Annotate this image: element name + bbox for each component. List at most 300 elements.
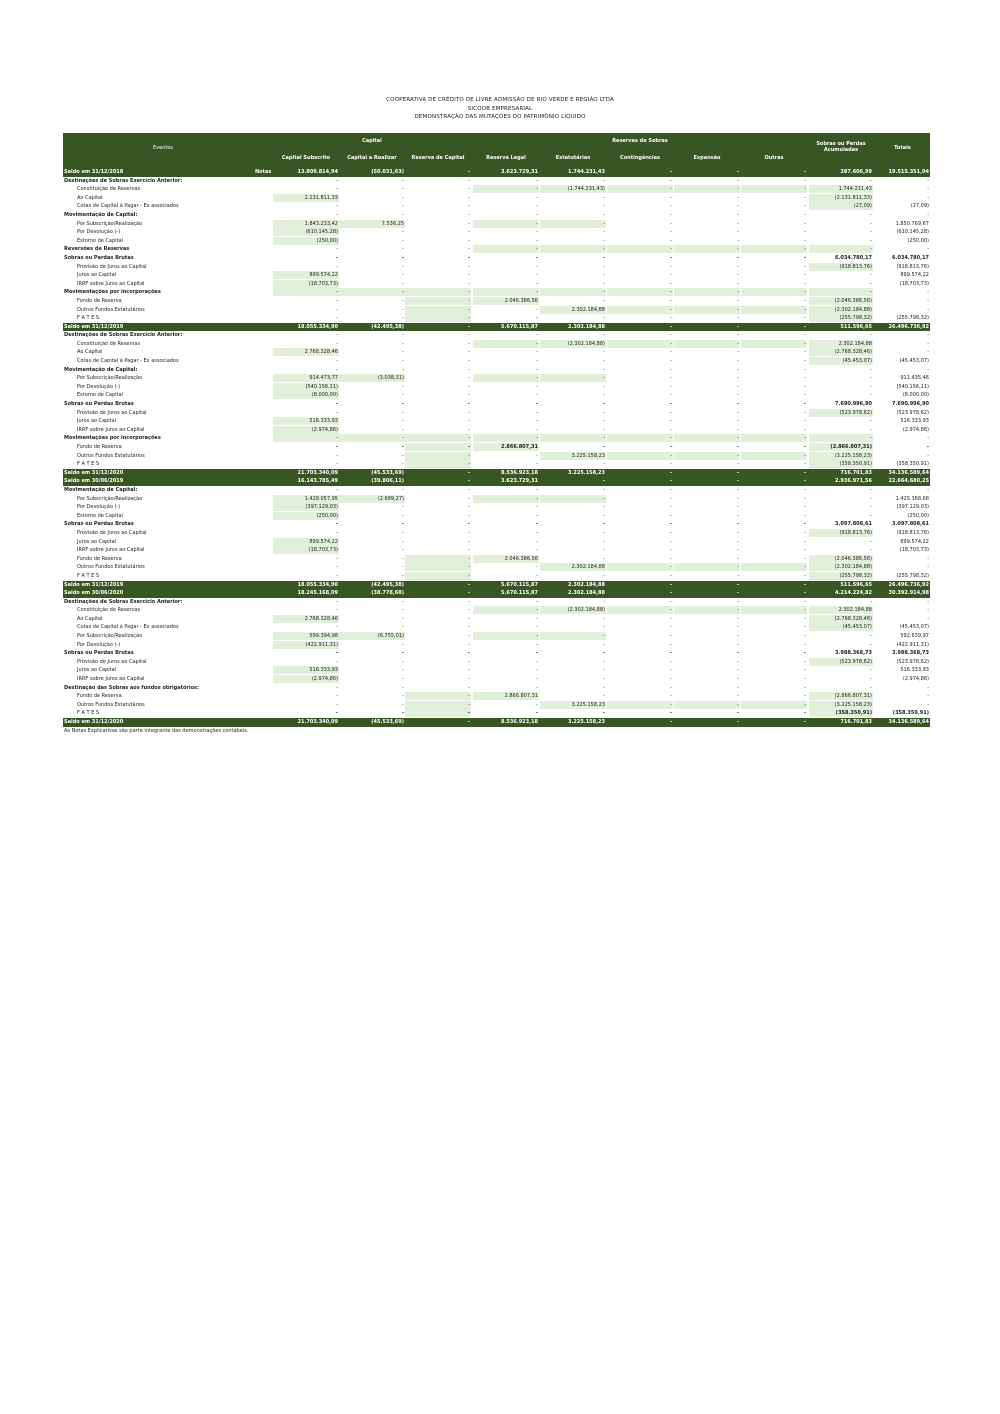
cell-reserva-legal: - [536,624,538,631]
cell-capital-subscrito: (18.703,73) [273,280,339,288]
cell-capital-subscrito: - [336,684,338,691]
cell-totais: 26.496.736,92 [888,323,929,330]
cell-expansao: - [737,426,739,433]
row-label: Saldo em 30/06/2020 [64,590,124,597]
cell-capital-subscrito: - [336,263,338,270]
cell-capital-a-realizar: - [401,710,404,717]
cell-expansao: - [737,272,739,279]
cell-expansao: - [737,693,739,700]
cell-contingencias: - [670,426,672,433]
cell-capital-a-realizar: - [402,426,404,433]
row-label: Estorno de Capital [77,512,123,519]
cell-expansao: - [737,237,739,244]
cell-capital-a-realizar: - [401,521,404,528]
cell-reserva-de-capital: - [468,211,470,218]
cell-reserva-de-capital: - [468,392,470,399]
cell-reserva-legal: - [536,684,538,691]
cell-reserva-legal: - [536,332,538,339]
cell-capital-a-realizar: (45.533,69) [371,719,404,725]
cell-estatutarias: - [603,297,605,304]
cell-outras: - [741,340,807,348]
cell-contingencias: - [670,633,672,640]
cell-capital-subscrito: (422.911,31) [273,641,339,649]
table-row [63,555,930,564]
cell-capital-subscrito: 21.703.340,09 [297,469,338,476]
cell-capital-a-realizar: (45.533,69) [371,469,404,476]
cell-estatutarias: - [540,374,606,382]
cell-sobras-acumuladas: 2.302.184,88 [809,606,873,614]
cell-totais: 3.988.368,73 [891,650,929,657]
header-reservas-group: Reservas de Sobras [612,138,668,144]
cell-expansao: - [737,229,739,236]
cell-reserva-de-capital: - [468,615,470,622]
cell-reserva-de-capital: - [405,452,471,460]
cell-expansao: - [737,615,739,622]
cell-totais: (358.350,91) [892,710,929,717]
cell-reserva-legal: - [536,547,538,554]
cell-outras: - [804,598,806,605]
header-estatutarias: Estatutárias [555,155,591,161]
cell-capital-subscrito: - [336,358,338,365]
cell-totais: - [927,684,929,691]
row-label: Fundo de Reserva [77,693,122,700]
table-row [63,495,930,504]
cell-capital-a-realizar: - [339,288,405,296]
table-row [63,503,930,512]
table-row [63,357,930,366]
cell-sobras-acumuladas: - [870,641,872,648]
cell-sobras-acumuladas: - [870,504,872,511]
cell-capital-a-realizar: - [401,650,404,657]
cell-contingencias: - [669,444,672,450]
cell-sobras-acumuladas: - [870,684,872,691]
cell-outras: - [741,606,807,614]
cell-outras: - [803,521,806,528]
table-row [63,538,930,547]
row-label: Por Subscrição/Realização [77,375,143,382]
cell-totais: - [927,598,929,605]
cell-estatutarias: - [540,245,606,253]
cell-sobras-acumuladas: - [870,598,872,605]
cell-reserva-de-capital: - [468,237,470,244]
cell-contingencias: - [669,581,672,588]
row-label: Constituição de Reservas [77,340,141,347]
cell-totais: (358.350,91) [896,461,929,468]
cell-contingencias: - [670,194,672,201]
cell-capital-a-realizar: (42.495,38) [371,581,404,588]
cell-sobras-acumuladas: 2.936.971,56 [834,478,872,485]
cell-capital-a-realizar: - [402,693,404,700]
balance-row [63,589,930,598]
cell-capital-a-realizar: - [402,229,404,236]
cell-totais: - [927,306,929,313]
cell-estatutarias: 3.225.158,23 [540,701,606,709]
table-row [63,185,930,194]
cell-capital-a-realizar: (2.689,27) [339,495,405,503]
cell-reserva-legal: - [536,263,538,270]
cell-reserva-de-capital: - [468,229,470,236]
cell-contingencias: - [670,512,672,519]
row-label: Sobras ou Perdas Brutas [64,650,134,657]
cell-sobras-acumuladas: (45.453,07) [809,623,873,631]
section-row [63,598,930,607]
cell-expansao: - [737,641,739,648]
document-header [0,96,1000,122]
cell-reserva-de-capital: - [468,607,470,614]
cell-estatutarias: - [602,444,605,450]
cell-reserva-legal: - [473,606,539,614]
cell-sobras-acumuladas: (918.813,76) [809,263,873,271]
cell-contingencias: - [670,297,672,304]
cell-capital-subscrito: 2.768.328,46 [273,348,339,356]
cell-sobras-acumuladas: (2.131.811,33) [809,194,873,202]
cell-contingencias: - [670,263,672,270]
cell-capital-a-realizar: - [402,177,404,184]
cell-outras: - [741,245,807,253]
row-label: Por Subscrição/Realização [77,633,143,640]
cell-expansao: - [736,254,739,261]
cell-expansao: - [736,581,739,588]
cell-expansao: - [674,606,740,614]
cell-outras: - [804,547,806,554]
cell-contingencias: - [670,555,672,562]
section-row [63,400,930,409]
cell-capital-a-realizar: - [402,246,404,253]
table-body [63,168,930,727]
header-eventos: Eventos [153,145,173,151]
cell-capital-a-realizar: - [402,684,404,691]
table-row [63,280,930,289]
row-label: Destinação das Sobras aos fundos obrigatórios: [64,684,200,691]
cell-outras: - [741,563,807,571]
cell-reserva-legal: - [536,512,538,519]
cell-estatutarias: - [602,401,605,408]
cell-expansao: - [736,719,739,725]
cell-outras: - [804,220,806,227]
cell-totais: 911.435,46 [900,375,929,382]
row-label: Ao Capital [77,194,103,201]
table-row [63,563,930,572]
cell-sobras-acumuladas: 511.596,65 [840,581,872,588]
cell-totais: - [927,332,929,339]
cell-contingencias: - [607,340,673,348]
cell-expansao: - [737,194,739,201]
table-row [63,348,930,357]
cell-sobras-acumuladas: 3.988.368,73 [834,650,872,657]
cell-estatutarias: - [603,237,605,244]
row-label: Ao Capital [77,349,103,356]
cell-capital-subscrito: 21.703.340,09 [297,719,338,725]
cell-outras: - [804,177,806,184]
cell-outras: - [804,194,806,201]
cell-totais: (523.978,62) [896,658,929,665]
cell-outras: - [803,254,806,261]
cell-reserva-de-capital: - [468,529,470,536]
cell-outras: - [804,409,806,416]
cell-totais: (918.813,76) [896,529,929,536]
cell-reserva-legal: - [536,315,538,322]
cell-totais: (2.974,86) [902,426,929,433]
cell-estatutarias: - [603,211,605,218]
cell-estatutarias: - [603,426,605,433]
cell-reserva-legal: - [535,650,538,657]
cell-reserva-legal: - [536,426,538,433]
cell-outras: - [803,169,806,175]
cell-estatutarias: - [603,280,605,287]
cell-contingencias: - [670,572,672,579]
cell-sobras-acumuladas: - [870,280,872,287]
row-label: Por Subscrição/Realização [77,495,143,502]
cell-reserva-legal: - [535,710,538,717]
section-row [63,245,930,254]
row-label: Saldo em 31/12/2019 [64,581,124,588]
table-row [63,194,930,203]
cell-sobras-acumuladas: - [870,332,872,339]
cell-expansao: - [736,169,739,175]
cell-sobras-acumuladas: 7.690.996,90 [834,401,872,408]
cell-capital-subscrito: (2.974,86) [273,426,339,434]
cell-sobras-acumuladas: 4.214.224,82 [834,590,872,597]
cell-totais: (397.129,03) [896,504,929,511]
cell-capital-subscrito: 18.055.334,90 [297,581,338,588]
cell-contingencias: - [670,409,672,416]
cell-reserva-legal: - [536,203,538,210]
table-row [63,529,930,538]
cell-capital-subscrito: 2.768.328,46 [273,615,339,623]
cell-totais: 34.136.589,64 [888,719,929,725]
cell-sobras-acumuladas: - [870,177,872,184]
cell-expansao: - [674,340,740,348]
cell-totais: - [927,615,929,622]
cell-capital-subscrito: (250,00) [273,237,339,245]
cell-reserva-legal: - [473,220,539,228]
row-label: F A T E S [77,572,100,579]
cell-capital-a-realizar: - [402,392,404,399]
cell-reserva-de-capital: - [468,409,470,416]
cell-expansao: - [737,177,739,184]
cell-contingencias: - [670,177,672,184]
cell-capital-a-realizar: - [401,401,404,408]
cell-capital-subscrito: 18.245.168,09 [297,590,338,597]
balance-row [63,469,930,478]
row-label: Juros ao Capital [77,418,117,425]
cell-estatutarias: - [602,650,605,657]
cell-reserva-legal: - [536,504,538,511]
cell-outras: - [803,469,806,476]
section-row [63,254,930,263]
cell-capital-a-realizar: - [402,452,404,459]
cell-totais: (255.798,32) [896,315,929,322]
cell-reserva-legal: 2.046.386,56 [473,555,539,563]
row-label: Fundo de Reserva [77,297,122,304]
cell-estatutarias: - [603,572,605,579]
cell-expansao: - [674,563,740,571]
cell-totais: (27,09) [910,203,929,210]
cell-totais: - [927,452,929,459]
cell-reserva-de-capital: - [468,512,470,519]
cell-contingencias: - [670,418,672,425]
cell-capital-subscrito: - [336,177,338,184]
cell-sobras-acumuladas: (2.866.807,31) [809,443,873,451]
cell-expansao: - [737,495,739,502]
cell-outras: - [804,624,806,631]
row-label: Movimentações por incorporações [64,435,161,442]
row-label: Cotas de Capital à Pagar - Ex associados [77,624,179,631]
cell-reserva-legal: - [536,572,538,579]
table-row [63,452,930,461]
cell-sobras-acumuladas: - [870,211,872,218]
cell-estatutarias: - [540,434,606,442]
section-row [63,288,930,297]
cell-outras: - [741,306,807,314]
cell-sobras-acumuladas: 716.701,83 [840,469,872,476]
cell-capital-subscrito: - [335,401,338,408]
cell-outras: - [804,272,806,279]
cell-sobras-acumuladas: 716.701,83 [840,719,872,725]
cell-capital-subscrito: - [335,444,338,450]
cell-capital-subscrito: 1.843.233,42 [273,220,339,228]
cell-contingencias: - [670,366,672,373]
cell-contingencias: - [670,504,672,511]
cell-outras: - [804,392,806,399]
cell-capital-a-realizar: - [402,512,404,519]
cell-totais: - [927,366,929,373]
cell-outras: - [803,323,806,330]
cell-expansao: - [674,288,740,296]
cell-outras: - [803,478,806,485]
cell-totais: 3.097.808,61 [891,521,929,528]
cell-outras: - [804,383,806,390]
cell-reserva-legal: - [536,306,538,313]
cell-totais: - [927,435,929,442]
cell-expansao: - [674,245,740,253]
cell-totais: - [927,693,929,700]
cell-totais: 516.333,93 [900,418,929,425]
cell-estatutarias: - [602,478,605,485]
cell-contingencias: - [607,452,673,460]
header-sobras: Sobras ou Perdas Acumuladas [816,141,866,153]
cell-reserva-legal: 2.046.386,56 [473,297,539,305]
cell-reserva-de-capital: - [405,297,471,305]
cell-sobras-acumuladas: (2.302.184,88) [809,563,873,571]
cell-expansao: - [736,444,739,450]
cell-capital-a-realizar: - [402,349,404,356]
cell-outras: - [803,650,806,657]
row-label: Outros Fundos Estatutários [77,452,145,459]
cell-reserva-legal: - [473,185,539,193]
cell-totais: - [927,177,929,184]
cell-capital-a-realizar: - [402,211,404,218]
cell-estatutarias: 2.302.184,88 [540,306,606,314]
cell-estatutarias: - [603,366,605,373]
cell-totais: (918.813,76) [896,263,929,270]
footnote: As Notas Explicativas são parte integrante das demonstrações contábeis. [64,727,249,734]
row-label: Saldo em 31/12/2020 [64,469,124,476]
cell-outras: - [804,229,806,236]
cell-reserva-legal: - [536,701,538,708]
cell-totais: 592.639,97 [900,633,929,640]
cell-reserva-de-capital: - [468,633,470,640]
row-label: Destinações de Sobras Exercício Anterior: [64,177,183,184]
cell-totais: 899.574,22 [900,538,929,545]
statement-title: DEMONSTRAÇÃO DAS MUTAÇÕES DO PATRIMÔNIO LÍQUIDO [414,114,586,121]
cell-capital-a-realizar: - [402,409,404,416]
cell-capital-a-realizar: (38.778,68) [371,590,404,597]
cell-sobras-acumuladas: 511.596,65 [840,323,872,330]
cell-estatutarias: - [603,461,605,468]
row-label: Por Devolução (-) [77,641,121,648]
table-row [63,632,930,641]
cell-expansao: - [736,478,739,485]
cell-contingencias: - [670,392,672,399]
section-row [63,486,930,495]
cell-capital-subscrito: - [336,203,338,210]
table-row [63,460,930,469]
cell-totais: 516.333,93 [900,667,929,674]
cell-capital-subscrito: - [336,306,338,313]
cell-outras: - [804,358,806,365]
cell-capital-a-realizar: - [402,555,404,562]
cell-contingencias: - [607,288,673,296]
company-brand: SICOOB EMPRESARIAL [467,105,533,112]
cell-sobras-acumuladas: - [870,375,872,382]
cell-capital-a-realizar: - [402,306,404,313]
cell-contingencias: - [670,280,672,287]
cell-sobras-acumuladas: - [870,272,872,279]
cell-estatutarias: - [603,641,605,648]
cell-sobras-acumuladas: - [870,366,872,373]
table-row [63,709,930,718]
cell-expansao: - [674,185,740,193]
cell-sobras-acumuladas: - [870,667,872,674]
cell-outras: - [804,633,806,640]
cell-sobras-acumuladas: - [870,495,872,502]
cell-outras: - [804,375,806,382]
cell-totais: (523.978,62) [896,409,929,416]
cell-expansao: - [736,323,739,330]
cell-sobras-acumuladas: 1.744.231,43 [809,185,873,193]
cell-contingencias: - [670,461,672,468]
cell-capital-a-realizar: - [402,461,404,468]
cell-outras: - [803,401,806,408]
cell-sobras-acumuladas: - [870,418,872,425]
cell-expansao: - [737,529,739,536]
cell-contingencias: - [669,323,672,330]
cell-reserva-legal: - [536,229,538,236]
cell-contingencias: - [669,590,672,597]
cell-outras: - [741,434,807,442]
cell-totais: (540.156,11) [896,383,929,390]
cell-estatutarias: - [603,615,605,622]
cell-sobras-acumuladas: - [870,392,872,399]
cell-expansao: - [737,349,739,356]
cell-contingencias: - [669,469,672,476]
cell-capital-subscrito: - [336,409,338,416]
cell-reserva-legal: - [536,615,538,622]
cell-expansao: - [674,434,740,442]
cell-estatutarias: (2.302.184,88) [540,606,606,614]
cell-reserva-legal: 8.536.923,18 [500,469,538,476]
cell-outras: - [804,658,806,665]
cell-expansao: - [737,332,739,339]
cell-reserva-de-capital: - [405,306,471,314]
cell-reserva-legal: - [536,461,538,468]
row-label: Movimentação de Capital: [64,486,138,493]
row-label: Outros Fundos Estatutários [77,701,145,708]
header-reserva-legal: Reserva Legal [486,155,526,161]
cell-reserva-legal: - [536,564,538,571]
cell-outras: - [804,315,806,322]
